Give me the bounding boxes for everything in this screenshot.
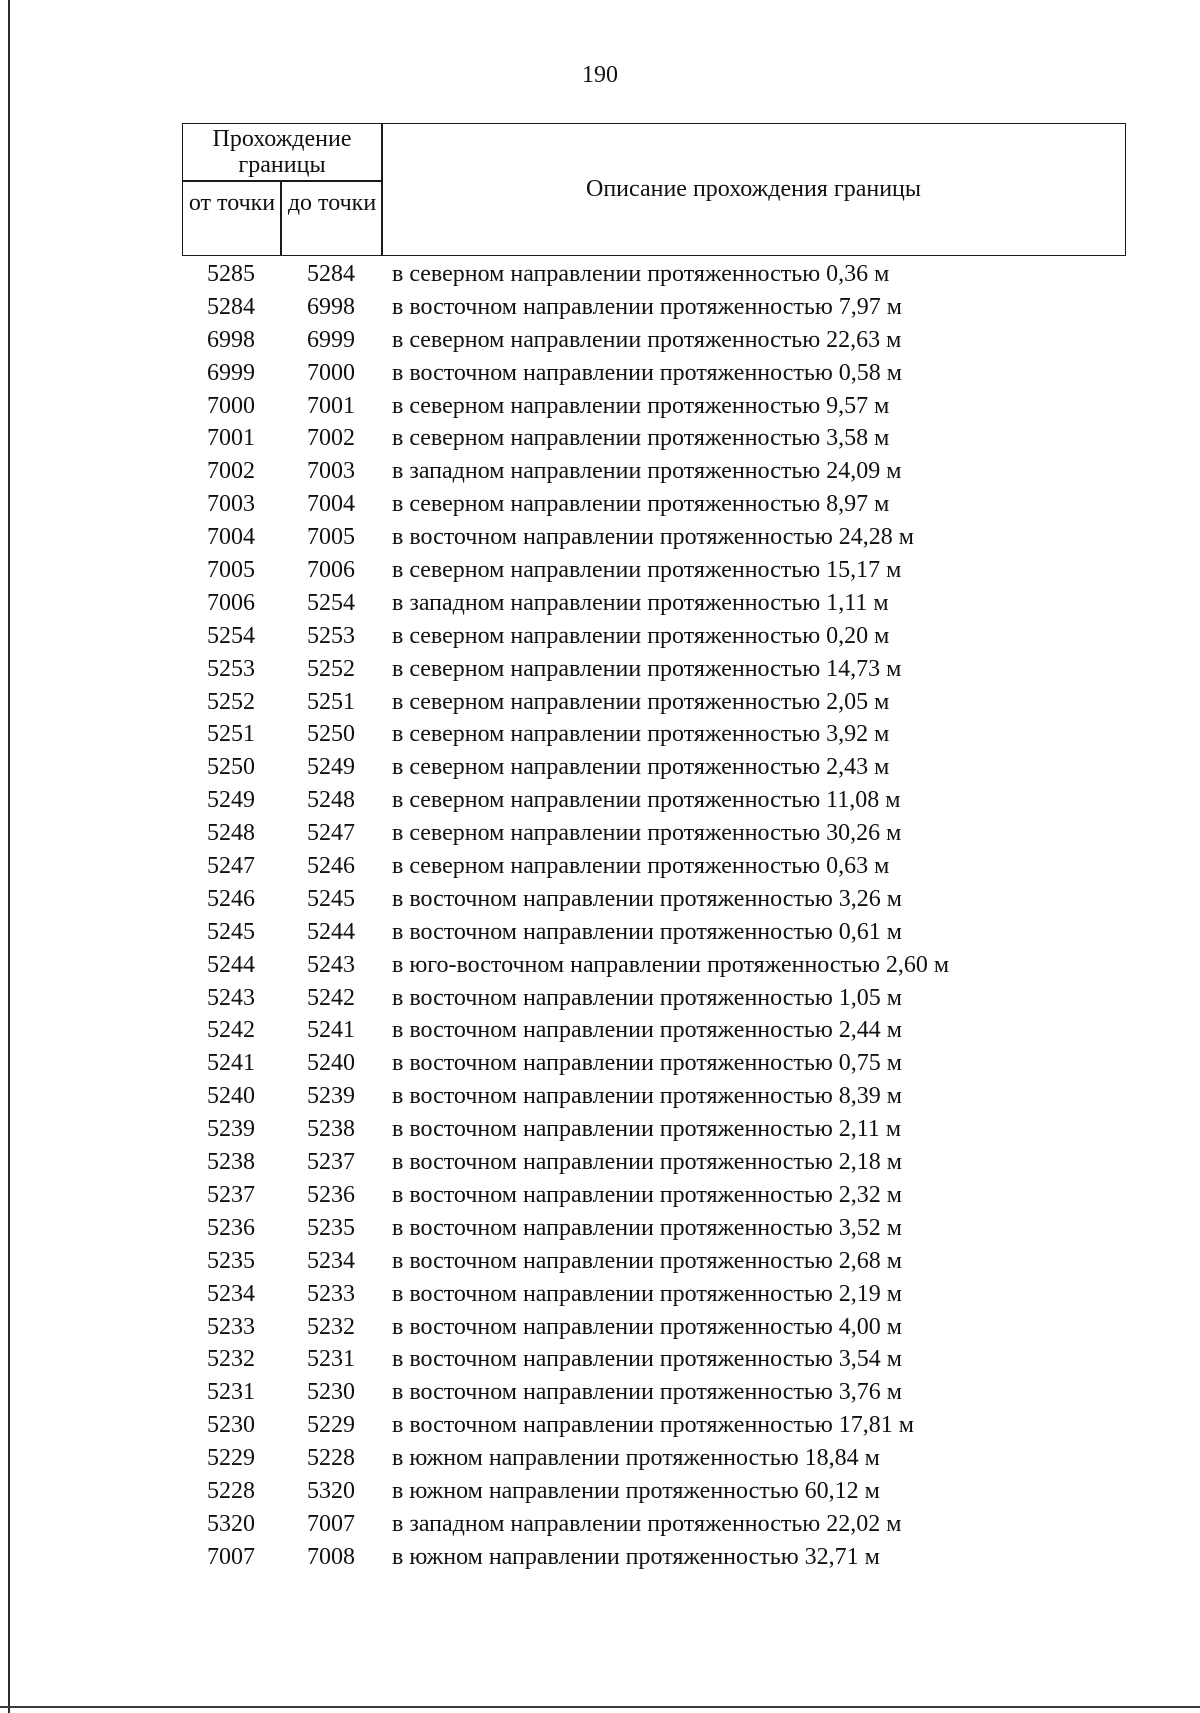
- from-point-cell: 7002: [207, 458, 255, 485]
- table-row: [0, 1442, 1200, 1475]
- table-row: [0, 1508, 1200, 1541]
- from-point-cell: 6999: [207, 359, 255, 386]
- boundary-rows: [0, 258, 1200, 1574]
- to-point-cell: 5233: [307, 1280, 355, 1307]
- to-point-cell: 7006: [307, 557, 355, 584]
- table-row: [0, 488, 1200, 521]
- to-point-cell: 5239: [307, 1083, 355, 1110]
- description-cell: в восточном направлении протяженностью 3,26 м: [392, 885, 902, 912]
- table-row: [0, 291, 1200, 324]
- table-row: [0, 916, 1200, 949]
- from-point-cell: 5242: [207, 1017, 255, 1044]
- to-point-cell: 6998: [307, 293, 355, 320]
- table-row: [0, 554, 1200, 587]
- from-point-cell: 7001: [207, 425, 255, 452]
- table-row: [0, 422, 1200, 455]
- to-point-cell: 5284: [307, 261, 355, 287]
- from-point-cell: 5250: [207, 754, 255, 781]
- to-point-cell: 5240: [307, 1050, 355, 1077]
- from-point-cell: 5245: [207, 918, 255, 945]
- description-cell: в северном направлении протяженностью 22,63 м: [392, 326, 902, 353]
- to-point-cell: 5320: [307, 1477, 355, 1504]
- to-point-cell: 7008: [307, 1543, 355, 1570]
- table-row: [0, 817, 1200, 850]
- description-cell: в юго-восточном направлении протяженностью 2,60 м: [392, 951, 950, 978]
- description-cell: в северном направлении протяженностью 2,05 м: [392, 688, 890, 715]
- table-row: [0, 1212, 1200, 1245]
- table-row: [0, 751, 1200, 784]
- from-point-cell: 7003: [207, 491, 255, 518]
- from-point-cell: 5238: [207, 1149, 255, 1176]
- description-cell: в восточном направлении протяженностью 8,39 м: [392, 1083, 902, 1110]
- to-point-cell: 5231: [307, 1346, 355, 1373]
- header-description-label: Описание прохождения границы: [585, 176, 921, 202]
- table-row: [0, 850, 1200, 883]
- to-point-cell: 7005: [307, 524, 355, 551]
- table-row: [0, 521, 1200, 554]
- table-row: [0, 653, 1200, 686]
- from-point-cell: 5233: [207, 1313, 255, 1340]
- to-point-cell: 5254: [307, 589, 355, 616]
- table-row: [0, 1376, 1200, 1409]
- description-cell: в восточном направлении протяженностью 4,00 м: [392, 1313, 902, 1340]
- table-row: [0, 949, 1200, 982]
- description-cell: в восточном направлении протяженностью 0,61 м: [392, 918, 902, 945]
- to-point-cell: 5248: [307, 787, 355, 814]
- to-point-cell: 5229: [307, 1412, 355, 1439]
- from-point-cell: 5230: [207, 1412, 255, 1439]
- to-point-cell: 5244: [307, 918, 355, 945]
- description-cell: в восточном направлении протяженностью 2,11 м: [392, 1116, 902, 1143]
- description-cell: в северном направлении протяженностью 15,17 м: [392, 557, 902, 584]
- table-header: [182, 123, 1126, 256]
- description-cell: в северном направлении протяженностью 0,36 м: [392, 261, 890, 287]
- from-point-cell: 5240: [207, 1083, 255, 1110]
- to-point-cell: 5243: [307, 951, 355, 978]
- table-row: [0, 1541, 1200, 1574]
- table-row: [0, 1475, 1200, 1508]
- description-cell: в южном направлении протяженностью 18,84 м: [392, 1445, 880, 1472]
- from-point-cell: 5247: [207, 853, 255, 880]
- description-cell: в северном направлении протяженностью 3,58 м: [392, 425, 890, 452]
- table-row: [0, 1278, 1200, 1311]
- to-point-cell: 5247: [307, 820, 355, 847]
- from-point-cell: 5246: [207, 885, 255, 912]
- from-point-cell: 5249: [207, 787, 255, 814]
- from-point-cell: 5285: [207, 261, 255, 287]
- to-point-cell: 5242: [307, 984, 355, 1011]
- header-group-title: Прохождение границы: [212, 126, 352, 178]
- from-point-cell: 5239: [207, 1116, 255, 1143]
- description-cell: в восточном направлении протяженностью 3,54 м: [392, 1346, 902, 1373]
- to-point-cell: 7003: [307, 458, 355, 485]
- from-point-cell: 5243: [207, 984, 255, 1011]
- from-point-cell: 5320: [207, 1510, 255, 1537]
- from-point-cell: 7000: [207, 392, 255, 419]
- to-point-cell: 5232: [307, 1313, 355, 1340]
- description-cell: в северном направлении протяженностью 0,63 м: [392, 853, 890, 880]
- from-point-cell: 5228: [207, 1477, 255, 1504]
- description-cell: в восточном направлении протяженностью 0,58 м: [392, 359, 902, 386]
- header-to-label: до точки: [287, 190, 377, 216]
- to-point-cell: 5237: [307, 1149, 355, 1176]
- description-cell: в восточном направлении протяженностью 3,76 м: [392, 1379, 902, 1406]
- to-point-cell: 5245: [307, 885, 355, 912]
- to-point-cell: 5253: [307, 622, 355, 649]
- from-point-cell: 5237: [207, 1181, 255, 1208]
- from-point-cell: 5232: [207, 1346, 255, 1373]
- description-cell: в восточном направлении протяженностью 2,32 м: [392, 1181, 902, 1208]
- table-row: [0, 1179, 1200, 1212]
- description-cell: в восточном направлении протяженностью 2,19 м: [392, 1280, 902, 1307]
- from-point-cell: 5236: [207, 1214, 255, 1241]
- table-row: [0, 883, 1200, 916]
- table-row: [0, 1311, 1200, 1344]
- from-point-cell: 7007: [207, 1543, 255, 1570]
- description-cell: в северном направлении протяженностью 11,08 м: [392, 787, 901, 814]
- description-cell: в северном направлении протяженностью 0,20 м: [392, 622, 890, 649]
- to-point-cell: 5234: [307, 1247, 355, 1274]
- to-point-cell: 5236: [307, 1181, 355, 1208]
- from-point-cell: 5231: [207, 1379, 255, 1406]
- description-cell: в восточном направлении протяженностью 7,97 м: [392, 293, 902, 320]
- table-row: [0, 718, 1200, 751]
- description-cell: в западном направлении протяженностью 24,09 м: [392, 458, 902, 485]
- description-cell: в восточном направлении протяженностью 2,44 м: [392, 1017, 902, 1044]
- table-row: [0, 982, 1200, 1015]
- table-row: [0, 784, 1200, 817]
- table-row: [0, 1014, 1200, 1047]
- from-point-cell: 5248: [207, 820, 255, 847]
- description-cell: в северном направлении протяженностью 30,26 м: [392, 820, 902, 847]
- to-point-cell: 5249: [307, 754, 355, 781]
- to-point-cell: 6999: [307, 326, 355, 353]
- from-point-cell: 5235: [207, 1247, 255, 1274]
- description-cell: в восточном направлении протяженностью 17,81 м: [392, 1412, 914, 1439]
- to-point-cell: 5228: [307, 1445, 355, 1472]
- to-point-cell: 5246: [307, 853, 355, 880]
- from-point-cell: 5253: [207, 655, 255, 682]
- table-row: [0, 324, 1200, 357]
- to-point-cell: 5251: [307, 688, 355, 715]
- from-point-cell: 7004: [207, 524, 255, 551]
- to-point-cell: 7001: [307, 392, 355, 419]
- to-point-cell: 5230: [307, 1379, 355, 1406]
- description-cell: в северном направлении протяженностью 9,57 м: [392, 392, 890, 419]
- to-point-cell: 7004: [307, 491, 355, 518]
- table-row: [0, 1080, 1200, 1113]
- header-divider-group: [183, 180, 382, 182]
- description-cell: в южном направлении протяженностью 60,12 м: [392, 1477, 880, 1504]
- page-edge-bottom: [0, 1706, 1200, 1708]
- table-row: [0, 1047, 1200, 1080]
- description-cell: в восточном направлении протяженностью 1,05 м: [392, 984, 902, 1011]
- to-point-cell: 7007: [307, 1510, 355, 1537]
- from-point-cell: 7005: [207, 557, 255, 584]
- from-point-cell: 5241: [207, 1050, 255, 1077]
- description-cell: в северном направлении протяженностью 2,43 м: [392, 754, 890, 781]
- table-row: [0, 357, 1200, 390]
- from-point-cell: 7006: [207, 589, 255, 616]
- description-cell: в западном направлении протяженностью 1,11 м: [392, 589, 889, 616]
- to-point-cell: 7000: [307, 359, 355, 386]
- to-point-cell: 5238: [307, 1116, 355, 1143]
- header-divider-from-to: [280, 180, 282, 255]
- description-cell: в западном направлении протяженностью 22,02 м: [392, 1510, 902, 1537]
- table-row: [0, 1113, 1200, 1146]
- from-point-cell: 5252: [207, 688, 255, 715]
- to-point-cell: 5241: [307, 1017, 355, 1044]
- description-cell: в восточном направлении протяженностью 24,28 м: [392, 524, 914, 551]
- description-cell: в северном направлении протяженностью 14,73 м: [392, 655, 902, 682]
- table-row: [0, 587, 1200, 620]
- from-point-cell: 5244: [207, 951, 255, 978]
- table-row: [0, 258, 1200, 291]
- to-point-cell: 5252: [307, 655, 355, 682]
- from-point-cell: 5251: [207, 721, 255, 748]
- from-point-cell: 5284: [207, 293, 255, 320]
- from-point-cell: 5229: [207, 1445, 255, 1472]
- table-row: [0, 455, 1200, 488]
- to-point-cell: 5250: [307, 721, 355, 748]
- table-row: [0, 620, 1200, 653]
- table-row: [0, 686, 1200, 719]
- description-cell: в восточном направлении протяженностью 0,75 м: [392, 1050, 902, 1077]
- from-point-cell: 5254: [207, 622, 255, 649]
- table-row: [0, 1409, 1200, 1442]
- to-point-cell: 5235: [307, 1214, 355, 1241]
- description-cell: в восточном направлении протяженностью 3,52 м: [392, 1214, 902, 1241]
- table-row: [0, 390, 1200, 423]
- from-point-cell: 5234: [207, 1280, 255, 1307]
- description-cell: в восточном направлении протяженностью 2,68 м: [392, 1247, 902, 1274]
- description-cell: в северном направлении протяженностью 8,97 м: [392, 491, 890, 518]
- description-cell: в северном направлении протяженностью 3,92 м: [392, 721, 890, 748]
- table-row: [0, 1146, 1200, 1179]
- description-cell: в южном направлении протяженностью 32,71 м: [392, 1543, 880, 1570]
- from-point-cell: 6998: [207, 326, 255, 353]
- description-cell: в восточном направлении протяженностью 2,18 м: [392, 1149, 902, 1176]
- table-row: [0, 1245, 1200, 1278]
- table-row: [0, 1343, 1200, 1376]
- to-point-cell: 7002: [307, 425, 355, 452]
- header-from-label: от точки: [188, 190, 276, 216]
- page-number: 190: [582, 62, 618, 88]
